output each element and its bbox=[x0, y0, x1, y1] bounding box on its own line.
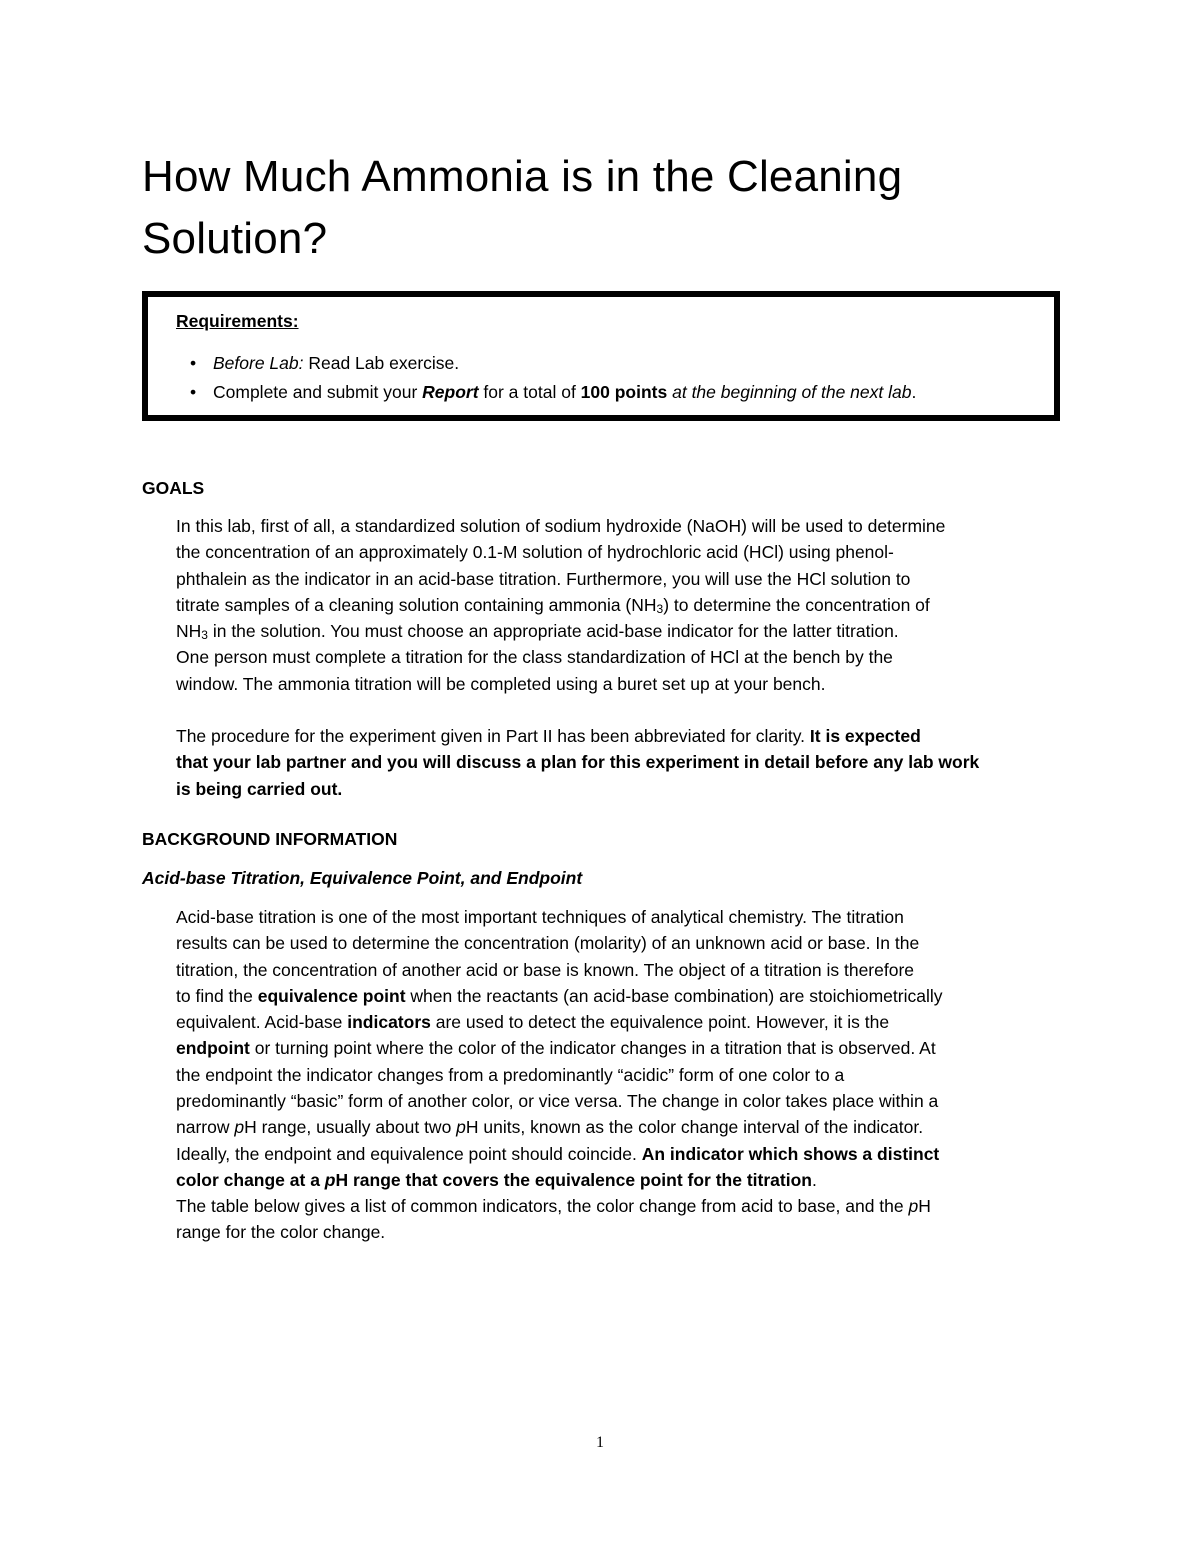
requirement-item-before-lab bbox=[190, 349, 916, 378]
text-run: H units, known as the color change interval of the indicator. bbox=[465, 1117, 924, 1138]
report-text-end: . bbox=[911, 382, 917, 402]
text-line bbox=[176, 749, 1066, 775]
before-lab-label: Before Lab: bbox=[213, 353, 304, 373]
subscript: 3 bbox=[201, 628, 208, 643]
text-line: titration, the concentration of another acid or base is known. The object of a titration is therefore bbox=[176, 959, 915, 980]
italic-run: p bbox=[908, 1196, 919, 1216]
report-text-a: Complete and submit your bbox=[213, 382, 423, 402]
text-run: H range, usually about two bbox=[244, 1117, 457, 1138]
text-line bbox=[176, 1114, 1066, 1140]
text-run: ) to determine the concentration of bbox=[663, 594, 930, 615]
bullet-icon: • bbox=[190, 382, 197, 402]
text-line bbox=[176, 1193, 1066, 1219]
text-run: H bbox=[918, 1196, 931, 1216]
text-run: The table below gives a list of common indicators, the color change from acid to base, and the bbox=[176, 1196, 909, 1216]
text-run: NH bbox=[176, 621, 202, 642]
bold-run: It is expected bbox=[809, 726, 921, 746]
text-line: predominantly “basic” form of another color, or vice versa. The change in color takes place within a bbox=[176, 1091, 939, 1112]
bullet-icon: • bbox=[190, 353, 197, 373]
background-paragraph-1 bbox=[176, 904, 1066, 1193]
text-run: are used to detect the equivalence point. However, it is the bbox=[430, 1012, 890, 1033]
document-title: How Much Ammonia is in the Cleaning Solution? bbox=[142, 152, 903, 263]
italic-run: p bbox=[234, 1117, 245, 1138]
bold-term: endpoint bbox=[176, 1038, 250, 1059]
text-line bbox=[176, 983, 1066, 1009]
text-run: . bbox=[811, 1169, 817, 1190]
page-number: 1 bbox=[596, 1434, 604, 1451]
background-subheading: Acid-base Titration, Equivalence Point, and Endpoint bbox=[142, 868, 583, 888]
text-line bbox=[176, 1141, 1066, 1167]
report-points: 100 points bbox=[580, 382, 668, 402]
bold-term: equivalence point bbox=[257, 985, 406, 1006]
bold-run: is being carried out. bbox=[176, 778, 343, 799]
requirement-item-report bbox=[190, 378, 916, 407]
text-line bbox=[176, 723, 1066, 749]
text-run: Ideally, the endpoint and equivalence point should coincide. bbox=[176, 1143, 642, 1164]
requirements-box bbox=[142, 291, 1060, 421]
text-line: the endpoint the indicator changes from a predominantly “acidic” form of one color to a bbox=[176, 1064, 845, 1085]
text-run: narrow bbox=[176, 1117, 235, 1138]
text-line: phthalein as the indicator in an acid-base titration. Furthermore, you will use the HCl solution to bbox=[176, 568, 911, 589]
before-lab-text: Read Lab exercise. bbox=[303, 353, 460, 373]
text-line: Acid-base titration is one of the most important techniques of analytical chemistry. The titration bbox=[176, 907, 904, 927]
bold-run: H range that covers the equivalence point for the titration bbox=[335, 1169, 812, 1190]
italic-run: p bbox=[456, 1117, 466, 1138]
text-line: range for the color change. bbox=[176, 1222, 386, 1243]
text-run: or turning point where the color of the indicator changes in a titration that is observed. At bbox=[249, 1038, 936, 1059]
text-run: The procedure for the experiment given in Part II has been abbreviated for clarity. bbox=[176, 726, 810, 746]
background-heading: BACKGROUND INFORMATION bbox=[142, 829, 398, 849]
text-run: equivalent. Acid-base bbox=[176, 1012, 348, 1033]
text-line bbox=[176, 1035, 1066, 1061]
text-line: One person must complete a titration for the class standardization of HCl at the bench by the bbox=[176, 647, 893, 668]
goals-paragraph-2 bbox=[176, 723, 1066, 802]
text-run: in the solution. You must choose an appropriate acid-base indicator for the latter titration. bbox=[207, 621, 899, 642]
text-line: In this lab, first of all, a standardized solution of sodium hydroxide (NaOH) will be used to determine bbox=[176, 516, 946, 536]
text-line: window. The ammonia titration will be completed using a buret set up at your bench. bbox=[176, 673, 826, 694]
subscript: 3 bbox=[656, 601, 664, 616]
bold-term: indicators bbox=[347, 1012, 431, 1033]
text-line bbox=[176, 592, 1066, 618]
background-paragraph-2 bbox=[176, 1193, 1066, 1246]
text-run: when the reactants (an acid-base combination) are stoichiometrically bbox=[405, 985, 943, 1006]
text-line bbox=[176, 1167, 1066, 1193]
bold-italic-run: p bbox=[324, 1169, 336, 1190]
report-deadline: at the beginning of the next lab bbox=[672, 382, 912, 402]
goals-paragraph-1 bbox=[176, 513, 1066, 697]
report-text-b: for a total of bbox=[478, 382, 581, 402]
goals-heading: GOALS bbox=[142, 478, 205, 498]
bold-run: that your lab partner and you will discuss a plan for this experiment in detail before any lab work bbox=[176, 752, 980, 773]
text-line bbox=[176, 776, 1066, 802]
requirements-heading: Requirements: bbox=[176, 311, 299, 331]
text-run: to find the bbox=[176, 985, 258, 1006]
requirements-list bbox=[190, 349, 916, 407]
text-run: titrate samples of a cleaning solution containing ammonia (NH bbox=[176, 594, 657, 615]
text-line: results can be used to determine the concentration (molarity) of an unknown acid or base. In the bbox=[176, 933, 920, 954]
bold-run: An indicator which shows a distinct bbox=[641, 1143, 940, 1164]
text-line bbox=[176, 1009, 1066, 1035]
text-line: the concentration of an approximately 0.1-M solution of hydrochloric acid (HCl) using phenol- bbox=[176, 542, 894, 563]
report-emphasis: Report bbox=[422, 382, 479, 402]
bold-run: color change at a bbox=[176, 1169, 325, 1190]
text-line bbox=[176, 618, 1066, 644]
